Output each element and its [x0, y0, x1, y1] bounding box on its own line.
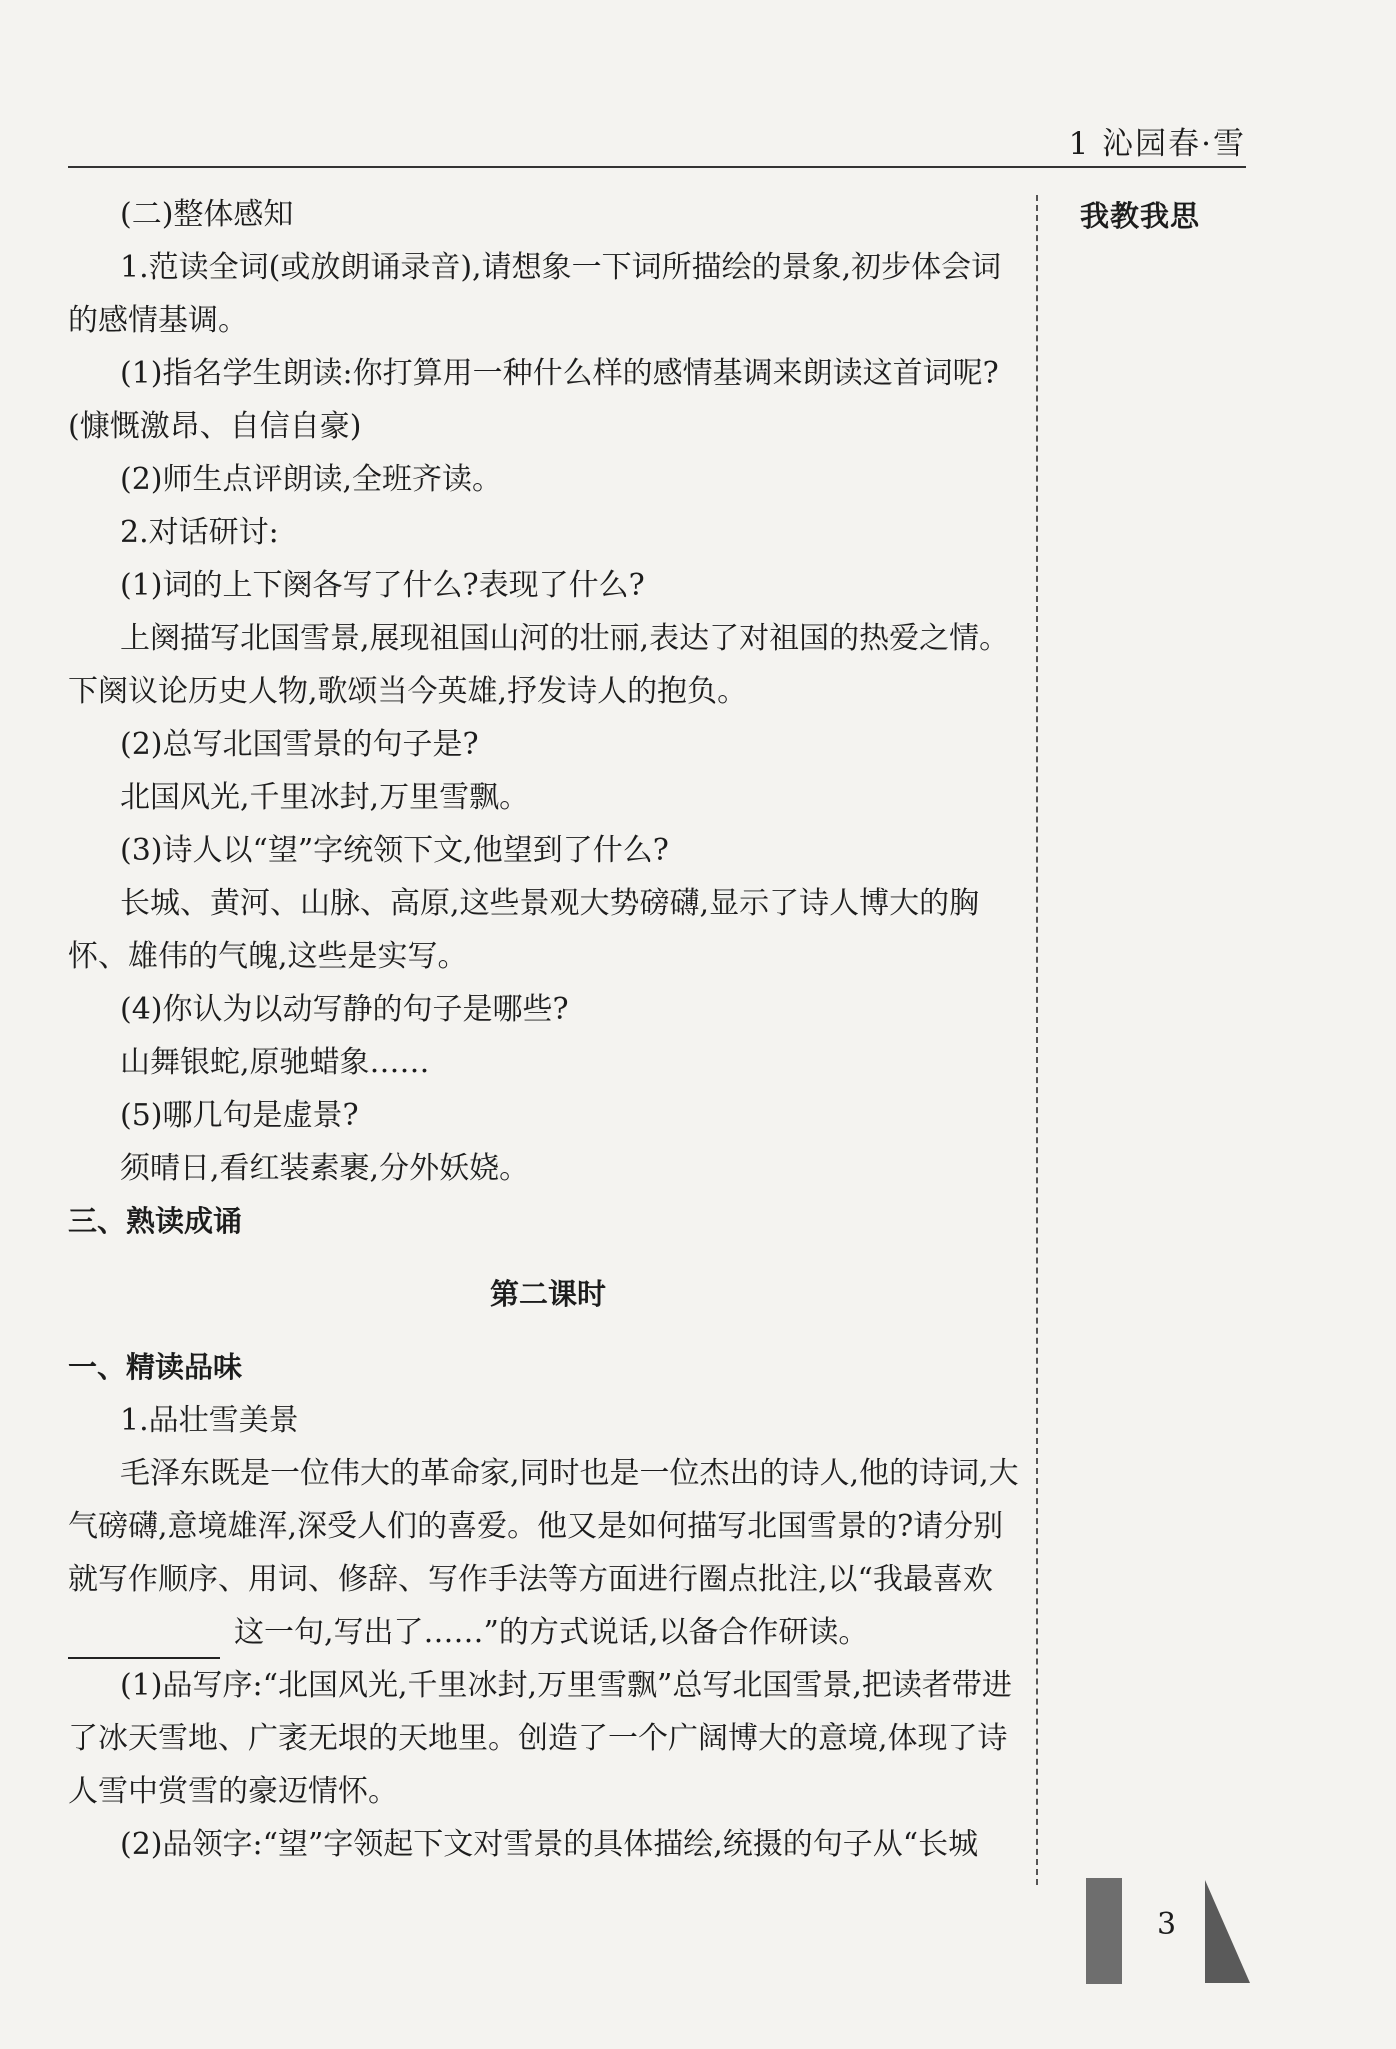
fill-in-text: 这一句,写出了……”的方式说话,以备合作研读。	[234, 1615, 869, 1650]
paragraph: (二)整体感知	[120, 197, 294, 232]
paragraph: 上阕描写北国雪景,展现祖国山河的壮丽,表达了对祖国的热爱之情。下阕议论历史人物,歌颂当今英雄,抒发诗人的抱负。	[68, 621, 1010, 709]
paragraph: 1.品壮雪美景	[120, 1403, 299, 1438]
answer-blank	[68, 1625, 220, 1659]
fill-in-line	[68, 1606, 1028, 1659]
paragraph: (2)品领字:“望”字领起下文对雪景的具体描绘,统摄的句子从“长城	[120, 1827, 979, 1862]
paragraph: (1)指名学生朗读:你打算用一种什么样的感情基调来朗读这首词呢?(慷慨激昂、自信自豪)	[68, 356, 999, 444]
paragraph: (1)品写序:“北国风光,千里冰封,万里雪飘”总写北国雪景,把读者带进了冰天雪地、广袤无垠的天地里。创造了一个广阔博大的意境,体现了诗人雪中赏雪的豪迈情怀。	[68, 1668, 1012, 1809]
header-rule	[68, 166, 1246, 168]
running-header-title: 1 沁园春·雪	[1068, 126, 1246, 162]
section-heading: 三、熟读成诵	[68, 1204, 243, 1238]
paragraph: 山舞银蛇,原驰蜡象……	[120, 1045, 430, 1080]
paragraph: 长城、黄河、山脉、高原,这些景观大势磅礴,显示了诗人博大的胸怀、雄伟的气魄,这些是实写。	[68, 886, 980, 974]
sidebar-divider	[1036, 195, 1038, 1885]
paragraph: (1)词的上下阕各写了什么?表现了什么?	[120, 568, 645, 603]
page-tab-block	[1086, 1878, 1122, 1984]
paragraph: 2.对话研讨:	[120, 515, 279, 550]
paragraph: 1.范读全词(或放朗诵录音),请想象一下词所描绘的景象,初步体会词的感情基调。	[68, 250, 1002, 338]
page-corner-triangle	[1205, 1880, 1250, 1983]
paragraph: (5)哪几句是虚景?	[120, 1098, 359, 1133]
paragraph: 毛泽东既是一位伟大的革命家,同时也是一位杰出的诗人,他的诗词,大气磅礴,意境雄浑,深受人们的喜爱。他又是如何描写北国雪景的?请分别就写作顺序、用词、修辞、写作手法等方面进行圈点批注,以“我最喜欢	[68, 1456, 1019, 1597]
paragraph: (3)诗人以“望”字统领下文,他望到了什么?	[120, 833, 669, 868]
paragraph: (2)师生点评朗读,全班齐读。	[120, 462, 503, 497]
section-heading: 一、精读品味	[68, 1350, 243, 1384]
paragraph: 须晴日,看红装素裹,分外妖娆。	[120, 1151, 530, 1186]
paragraph: (2)总写北国雪景的句子是?	[120, 727, 479, 762]
paragraph: 北国风光,千里冰封,万里雪飘。	[120, 780, 530, 815]
page-number: 3	[1157, 1907, 1177, 1942]
paragraph: (4)你认为以动写静的句子是哪些?	[120, 992, 569, 1027]
lesson-title: 第二课时	[489, 1277, 606, 1311]
sidebar-title: 我教我思	[1080, 199, 1201, 233]
main-text	[68, 188, 1028, 1871]
